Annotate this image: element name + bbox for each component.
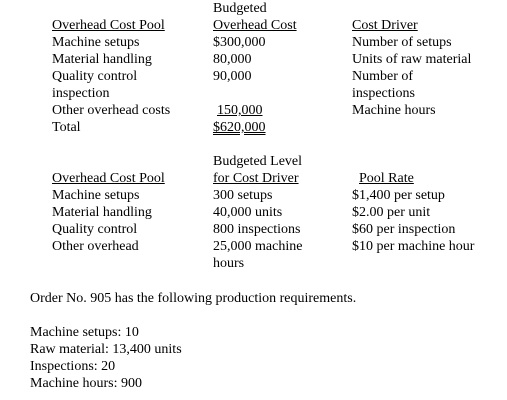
overhead-cost-pool-header: Overhead Cost Pool [52, 171, 165, 186]
pool-name: Machine setups [52, 35, 140, 50]
order-intro: Order No. 905 has the following production requirements. [30, 291, 357, 306]
budgeted-level-header: Budgeted Level [213, 154, 303, 169]
pool-cost: 80,000 [213, 52, 252, 67]
pool-rate: $1,400 per setup [352, 188, 445, 203]
pool-cost: 150,000 [217, 103, 263, 118]
budgeted-header: Budgeted [213, 1, 267, 16]
pool-driver: Machine hours [352, 103, 436, 118]
pool-name: inspection [52, 86, 110, 101]
pool-name: Quality control [52, 222, 138, 237]
requirement-item: Machine hours: 900 [30, 376, 142, 391]
pool-name: Material handling [52, 205, 152, 220]
driver-level: 40,000 units [213, 205, 283, 220]
driver-level: hours [213, 256, 245, 271]
overhead-cost-header: Overhead Cost [213, 18, 297, 33]
pool-rate: $60 per inspection [352, 222, 456, 237]
requirement-item: Inspections: 20 [30, 359, 116, 374]
pool-driver: inspections [352, 86, 415, 101]
cost-driver-header: Cost Driver [352, 18, 418, 33]
total-value: $620,000 [213, 120, 266, 135]
driver-level: 800 inspections [213, 222, 301, 237]
driver-level: 300 setups [213, 188, 273, 203]
pool-name: Other overhead costs [52, 103, 171, 118]
pool-driver: Number of setups [352, 35, 452, 50]
cost-driver-level-header: for Cost Driver [213, 171, 299, 186]
pool-driver: Number of [352, 69, 414, 84]
pool-name: Other overhead [52, 239, 139, 254]
pool-rate: $2.00 per unit [352, 205, 431, 220]
pool-cost: $300,000 [213, 35, 266, 50]
pool-rate-header: Pool Rate [359, 171, 414, 186]
pool-rate: $10 per machine hour [352, 239, 475, 254]
pool-cost: 90,000 [213, 69, 252, 84]
pool-name: Quality control [52, 69, 138, 84]
pool-name: Machine setups [52, 188, 140, 203]
requirement-item: Raw material: 13,400 units [30, 342, 182, 357]
total-label: Total [52, 120, 81, 135]
requirement-item: Machine setups: 10 [30, 325, 139, 340]
overhead-cost-pool-header: Overhead Cost Pool [52, 18, 165, 33]
pool-name: Material handling [52, 52, 152, 67]
driver-level: 25,000 machine [213, 239, 303, 254]
pool-driver: Units of raw material [352, 52, 472, 67]
